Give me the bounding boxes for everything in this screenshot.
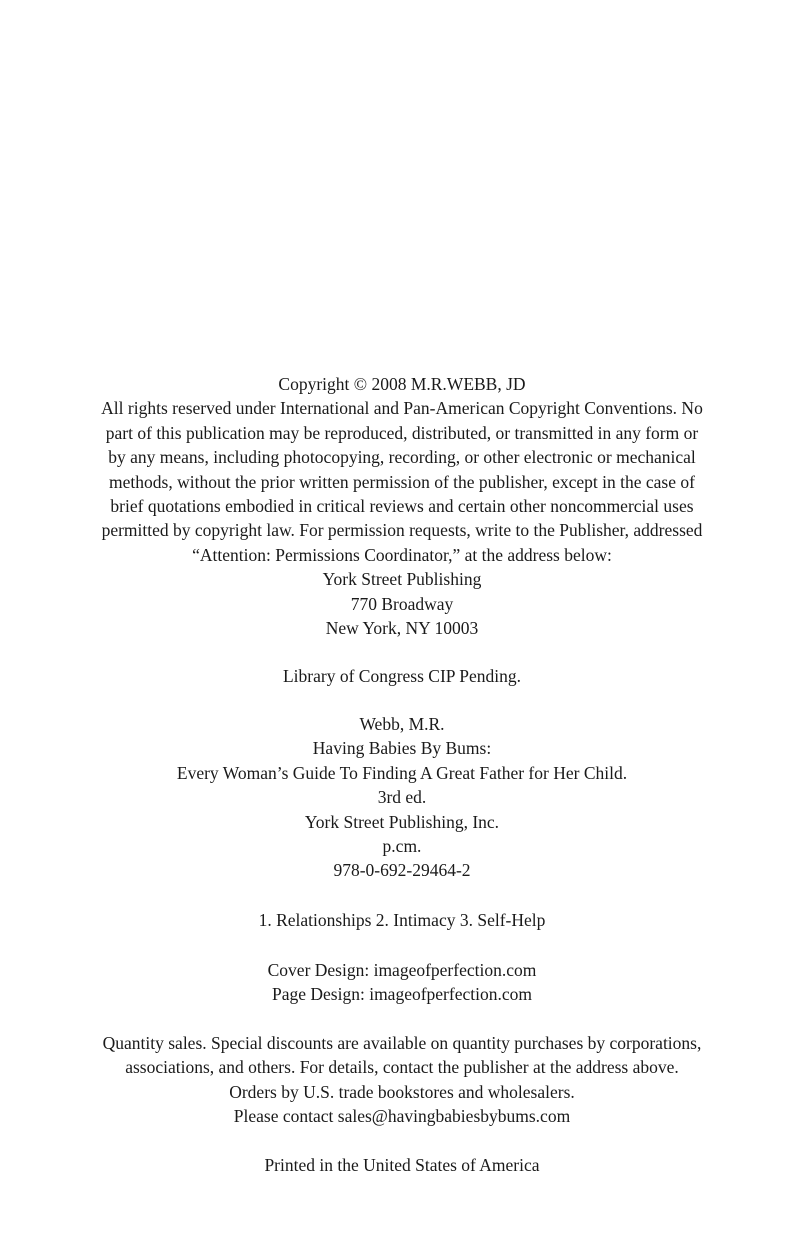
- author-line: Webb, M.R.: [359, 714, 445, 734]
- copyright-line: Copyright © 2008 M.R.WEBB, JD: [278, 374, 526, 394]
- sales-text-line: associations, and others. For details, contact the publisher at the address above.: [125, 1057, 679, 1078]
- subjects-line: 1. Relationships 2. Intimacy 3. Self-Help: [258, 910, 546, 930]
- rights-text-line: permitted by copyright law. For permission requests, write to the Publisher, addressed: [101, 520, 703, 541]
- rights-text-line: by any means, including photocopying, recording, or other electronic or mechanical: [108, 447, 696, 468]
- printed-line: Printed in the United States of America: [264, 1155, 540, 1175]
- isbn-line: 978-0-692-29464-2: [333, 860, 471, 881]
- page-design-line: Page Design: imageofperfection.com: [272, 984, 532, 1005]
- rights-text-line: methods, without the prior written permission of the publisher, except in the case of: [109, 471, 695, 492]
- catalog-entry: [0, 712, 804, 883]
- sales-contact-line: Please contact sales@havingbabiesbybums.com: [233, 1106, 571, 1127]
- subject-headings: [0, 908, 804, 932]
- title-line: Having Babies By Bums:: [312, 738, 492, 759]
- publisher-name: York Street Publishing: [322, 569, 482, 590]
- printed-in: [0, 1153, 804, 1177]
- rights-text-line: “Attention: Permissions Coordinator,” at the address below:: [192, 544, 612, 565]
- pcm-line: p.cm.: [382, 835, 422, 856]
- quantity-sales-notice: [0, 1031, 804, 1129]
- publisher-line: York Street Publishing, Inc.: [304, 811, 500, 832]
- cover-design-line: Cover Design: imageofperfection.com: [267, 960, 537, 980]
- edition-line: 3rd ed.: [377, 787, 427, 808]
- sales-text-line: Quantity sales. Special discounts are available on quantity purchases by corporations,: [102, 1033, 702, 1053]
- cip-line: Library of Congress CIP Pending.: [282, 666, 521, 686]
- copyright-notice: [0, 372, 804, 640]
- rights-text-line: brief quotations embodied in critical reviews and certain other noncommercial uses: [110, 495, 694, 516]
- publisher-city: New York, NY 10003: [325, 617, 479, 638]
- rights-text-line: All rights reserved under International and Pan-American Copyright Conventions. No: [101, 398, 703, 419]
- sales-text-line: Orders by U.S. trade bookstores and wholesalers.: [229, 1081, 575, 1102]
- publisher-street: 770 Broadway: [350, 593, 454, 614]
- library-of-congress: [0, 664, 804, 688]
- rights-text-line: part of this publication may be reproduced, distributed, or transmitted in any form or: [105, 422, 699, 443]
- subtitle-line: Every Woman’s Guide To Finding A Great Father for Her Child.: [176, 762, 628, 783]
- design-credits: [0, 958, 804, 1007]
